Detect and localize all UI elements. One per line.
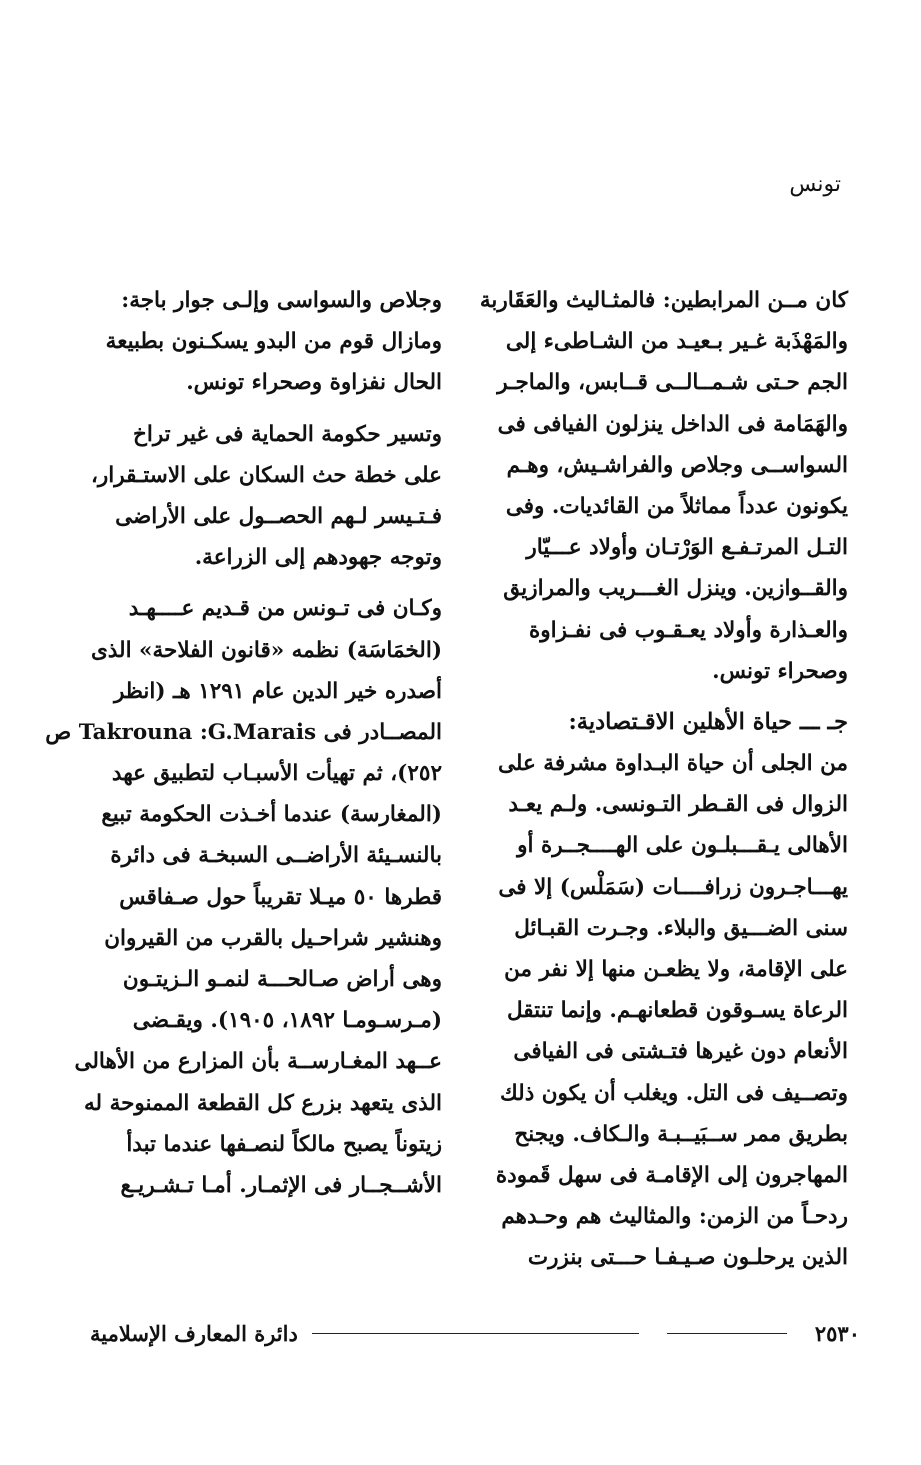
- text-line: ٢٥٢)، ثم تهيأت الأسبـاب لتطبيق عهد: [111, 761, 442, 787]
- text-line: ومازال قوم من البدو يسكـنون بطبيعة: [105, 329, 442, 355]
- text-line: يكونون عدداً مماثلاً من القائديات. وفى: [505, 493, 848, 519]
- text-line: الزوال فى القـطر التـونسى. ولـم يعـد: [508, 792, 848, 818]
- text-line: وتوجه جهودهم إلى الزراعة.: [194, 545, 442, 571]
- text-line: قطرها ٥٠ ميـلا تقريباً حول صـفاقس: [119, 884, 442, 910]
- text-line: وكـان فى تـونس من قـديم عــــهـد: [128, 596, 442, 622]
- text-line: سنى الضـــيق والبلاء. وجـرت القبـائل: [514, 915, 848, 941]
- text-line: وهى أراض صـالحـــة لنمـو الـزيتـون: [122, 967, 442, 992]
- text-line: وتصــيف فى التل. ويغلب أن يكون ذلك: [500, 1080, 848, 1106]
- text-line: زيتوناً يصبح مالكاً لنصـفها عندما تبدأ: [126, 1131, 442, 1157]
- text-line: والعـذارة وأولاد يعـقـوب فى نفـزاوة: [528, 617, 848, 643]
- text-line: (الخمَاسَة) نظمه «قانون الفلاحة» الذى: [90, 637, 442, 663]
- text-line: بالنسـيئة الأراضــى السبخـة فى دائرة: [110, 843, 442, 869]
- text-line: وهنشير شراحـيل بالقرب من القيروان: [104, 925, 442, 951]
- text-line: وجلاص والسواسى وإلـى جوار باجة:: [121, 288, 442, 313]
- text-line: على الإقامة، ولا يظعـن منها إلا نفر من: [504, 957, 848, 982]
- section-heading: جـ ـــ حياة الأهلين الاقـتصادية:: [568, 708, 848, 735]
- text-line: الذى يتعهد بزرع كل القطعة الممنوحة له: [84, 1090, 442, 1116]
- text-line: (المغارسة) عندما أخـذت الحكومة تبيع: [101, 802, 442, 828]
- text-line: الجم حـتى شـمــالــى قــابس، والماجـر: [497, 370, 848, 396]
- footer-rule-long: [312, 1333, 639, 1334]
- page-number: ٢٥٣٠: [814, 1320, 860, 1346]
- text-line: الأهالى يـقـــبلـون على الهــــجــرة أو: [517, 833, 848, 859]
- text-line: والقــوازين. وينزل الغـــريب والمرازيق: [503, 576, 848, 602]
- right-column: [479, 280, 848, 1279]
- text-line: الرعاة يسـوقون قطعانهـم. وإنما تنتقل: [507, 998, 848, 1024]
- text-line: كان مــن المرابطين: فالمثـاليث والعَقَاربة: [479, 288, 848, 313]
- text-line: المصــادر فى Takrouna :G.Marais ص: [45, 719, 442, 745]
- text-line: وتسير حكومة الحماية فى غير تراخ: [132, 421, 442, 447]
- text-line: الحال نفزاوة وصحراء تونس.: [186, 370, 442, 396]
- text-line: وصحراء تونس.: [712, 658, 848, 684]
- text-line: بطريق ممر ســبَيــبـة والـكاف. ويجنح: [514, 1121, 848, 1147]
- text-line: السواســى وجلاص والفراشـيش، وهـم: [506, 452, 848, 478]
- text-line: يهـــاجـرون زرافــــات (سَمَلْس) إلا فى: [498, 874, 848, 900]
- text-line: الذين يرحلـون صـيـفـا حـــتى بنزرت: [527, 1245, 848, 1271]
- text-line: أصدره خير الدين عام ١٢٩١ هـ (انظر: [113, 678, 442, 704]
- text-line: (مـرسـومـا ١٨٩٢، ١٩٠٥). ويقـضى: [132, 1008, 442, 1034]
- text-line: على خطة حث السكان على الاستـقرار،: [90, 462, 442, 488]
- footer-rule: [667, 1333, 787, 1334]
- text-line: فـتـيسر لـهم الحصــول على الأراضى: [115, 503, 442, 529]
- text-line: الأنعام دون غيرها فتـشتى فى الفيافى: [513, 1039, 848, 1065]
- left-column: [45, 280, 442, 1206]
- text-line: من الجلى أن حياة البـداوة مشرفة على: [497, 751, 848, 777]
- text-line: والهَمَامة فى الداخل ينزلون الفيافى فى: [497, 411, 848, 437]
- running-head: تونس: [789, 172, 841, 197]
- journal-title: دائرة المعارف الإسلامية: [90, 1320, 298, 1346]
- page-footer: [90, 1318, 860, 1348]
- text-line: عــهد المغـارســة بأن المزارع من الأهالى: [74, 1049, 442, 1075]
- text-line: التـل المرتـفـع الوَرْتـان وأولاد عـــيّار: [526, 535, 848, 561]
- text-line: الأشــجــار فى الإثمـار. أمـا تـشـريـع: [120, 1172, 442, 1198]
- text-line: المهاجرون إلى الإقامـة فى سهل قَمودة: [495, 1162, 848, 1188]
- text-line: والمَهْذَبة غـير بـعيـد من الشـاطىء إلى: [505, 329, 848, 355]
- text-line: ردحـاً من الزمن: والمثاليث هم وحـدهم: [501, 1204, 848, 1230]
